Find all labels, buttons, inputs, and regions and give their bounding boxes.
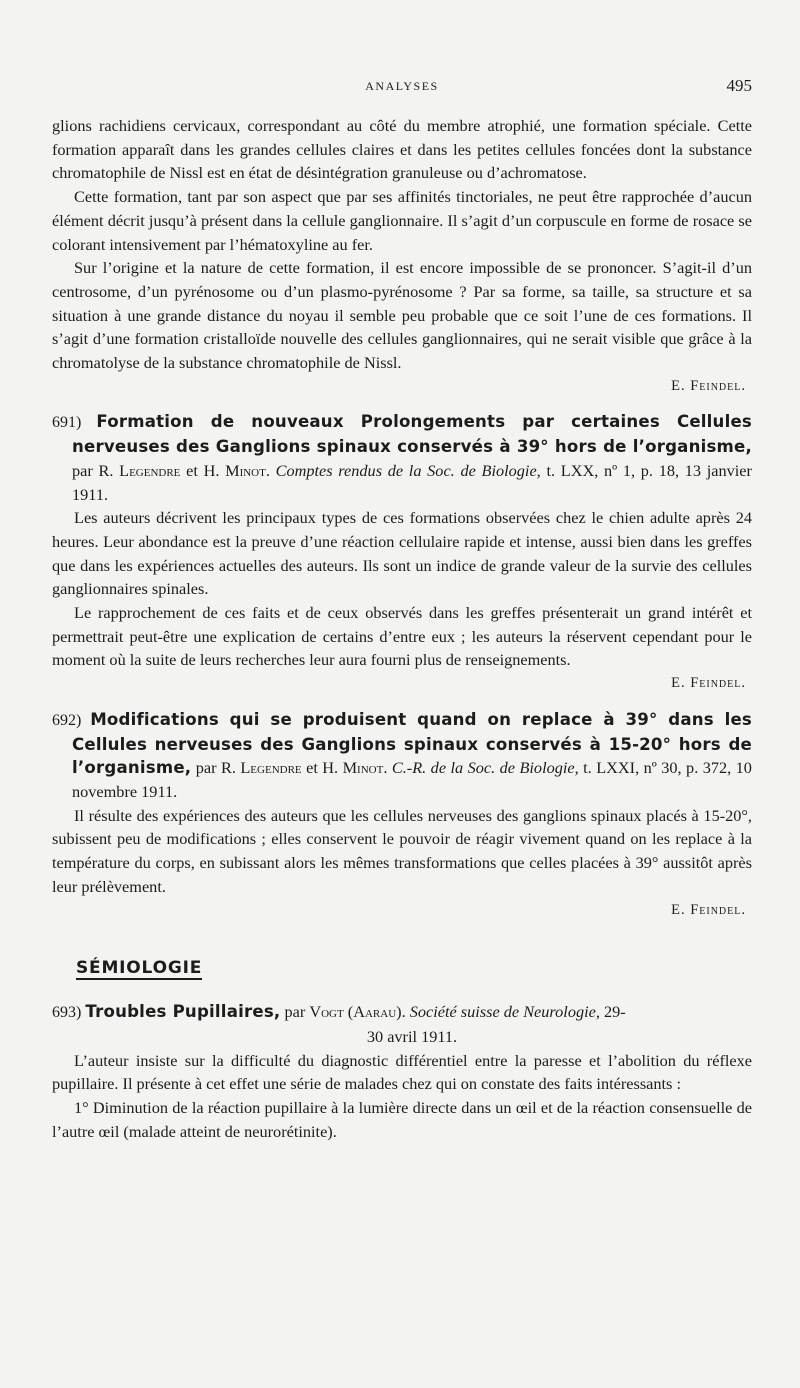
continuation-paragraph-2: Cette formation, tant par son aspect que par ses affinités tinctoriales, ne peut être rapprochée d’aucun élément décrit jusqu’à présent dans la cellule ganglionnaire. Il s’agit d’un corpuscule en forme de rosace se colorant intensivement par l’hématoxyline au fer. bbox=[52, 187, 752, 254]
entry-693-paragraph-2: 1° Diminution de la réaction pupillaire à la lumière directe dans un œil et de la réaction consensuelle de l’autre œil (malade atteint de neurorétinite). bbox=[52, 1098, 752, 1141]
entry-title: Formation de nouveaux Prolongements par certaines Cellules nerveuses des Ganglions spinaux conservés à 39° hors de l’organisme, bbox=[72, 412, 752, 457]
continuation-paragraph-3: Sur l’origine et la nature de cette formation, il est encore impossible de se prononcer. S’agit-il d’un centrosome, d’un pyrénosome ou d’un plasmo-pyrénosome ? Par sa forme, sa taille, sa structure et sa situation à une grande distance du noyau il semble peu probable que ce soit l’une de ces formations. Il s’agit d’une formation cristalloïde nouvelle des cellules ganglionnaires, qui ne serait visible que grâce à la chromatolyse de la substance chromatophile de Nissl. bbox=[52, 258, 752, 373]
journal-name: C.-R. de la Soc. de Biologie, bbox=[391, 758, 579, 778]
entry-number: 691) bbox=[52, 414, 82, 432]
author-name: R. Legendre bbox=[98, 460, 181, 480]
and-word: et bbox=[186, 460, 198, 480]
entry-691-heading bbox=[52, 410, 752, 506]
signature: E. Feindel. bbox=[671, 675, 746, 692]
by-word: par bbox=[195, 758, 217, 778]
entry-692-paragraph: Il résulte des expériences des auteurs que les cellules nerveuses des ganglions spinaux placés à 15-20°, subissent peu de modifications ; elles conservent le pouvoir de réagir vivement quand on les replace à la température du corps, en subissant alors les mêmes transformations que celles placées à 39° aussitôt après leur prélèvement. bbox=[52, 805, 752, 896]
author-name: H. Minot. bbox=[322, 758, 388, 778]
entry-691-paragraph-2: Le rapprochement de ces faits et de ceux observés dans les greffes présenterait un grand intérêt et permettrait peut-être une explication de certains d’entre eux ; les auteurs la réservent cependant pour le moment où la suite de leurs recherches leur aura fourni plus de renseignements. bbox=[52, 603, 752, 670]
running-head bbox=[52, 76, 752, 98]
author-name: Vogt (Aarau). bbox=[309, 1002, 406, 1022]
entry-693-heading bbox=[52, 1000, 752, 1048]
entry-691-paragraph-1: Les auteurs décrivent les principaux types de ces formations observées chez le chien adulte après 24 heures. Leur abondance est la preuve d’une réaction cellulaire rapide et intense, aussi bien dans les greffes que dans les expériences actuelles des auteurs. Ils sont un indice de grande valeur de la survie des cellules ganglionnaires spinales. bbox=[52, 508, 752, 599]
continuation-paragraph-1: glions rachidiens cervicaux, correspondant au côté du membre atrophié, une formation spéciale. Cette formation apparaît dans les grandes cellules claires et dans les petites cellules foncées dont la substance chromatophile de Nissl est en état de désintégration granuleuse ou d’achromatose. bbox=[52, 116, 752, 183]
signature: E. Feindel. bbox=[671, 377, 746, 394]
citation: t. LXX, nº 1, p. 18, 13 janvier 1911. bbox=[72, 460, 752, 504]
entry-692-heading bbox=[52, 708, 752, 804]
page-number: 495 bbox=[726, 76, 752, 95]
citation-date-part1: 29- bbox=[604, 1002, 626, 1022]
and-word: et bbox=[306, 758, 318, 778]
journal-name: Comptes rendus de la Soc. de Biologie, bbox=[275, 460, 541, 480]
entry-number: 693) bbox=[52, 1004, 82, 1022]
section-heading: SÉMIOLOGIE bbox=[76, 958, 203, 979]
by-word: par bbox=[284, 1002, 306, 1022]
entry-693-paragraph-1: L’auteur insiste sur la difficulté du diagnostic différentiel entre la paresse et l’abolition du réflexe pupillaire. Il présente à cet effet une série de malades chez qui on constate des faits intéressants : bbox=[52, 1050, 752, 1094]
page-body bbox=[52, 114, 752, 1143]
entry-title: Modifications qui se produisent quand on replace à 39° dans les Cellules nerveuses des Ganglions spinaux conservés à 15-20° hors de l’organisme, bbox=[72, 709, 752, 778]
citation: t. LXXI, nº 30, p. 372, 10 novembre 1911. bbox=[72, 758, 752, 801]
running-title: ANALYSES bbox=[365, 79, 439, 93]
citation-date-part2: 30 avril 1911. bbox=[366, 1026, 458, 1046]
entry-title: Troubles Pupillaires, bbox=[85, 1002, 281, 1022]
entry-number: 692) bbox=[52, 711, 82, 729]
journal-name: Société suisse de Neurologie, bbox=[409, 1002, 600, 1022]
by-word: par bbox=[72, 460, 93, 480]
signature: E. Feindel. bbox=[671, 901, 746, 918]
author-name: R. Legendre bbox=[220, 758, 302, 778]
author-name: H. Minot. bbox=[203, 460, 270, 480]
